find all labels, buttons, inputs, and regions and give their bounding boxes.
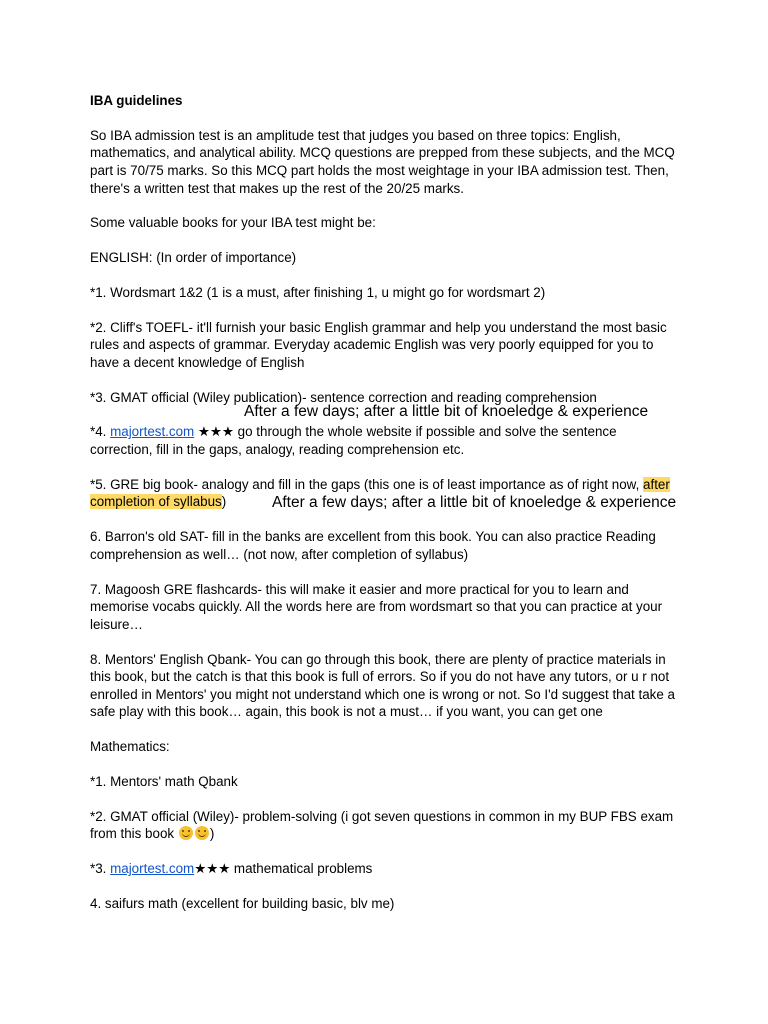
english-item-5-close: )	[221, 494, 227, 510]
english-item-5-text: *5. GRE big book- analogy and fill in the gaps (this one is of least importance as of right now,	[90, 476, 644, 492]
majortest-link[interactable]: majortest.com	[110, 861, 195, 877]
english-item-7: 7. Magoosh GRE flashcards- this will make it easier and more practical for you to learn and memorise vocabs quickly. All the words here are from wordsmart so that you can practice at your leisure…	[90, 581, 663, 632]
english-item-1: *1. Wordsmart 1&2 (1 is a must, after finishing 1, u might go for wordsmart 2)	[90, 284, 546, 300]
smiling-face-icon	[195, 826, 209, 840]
math-item-2	[90, 808, 680, 843]
english-item-2: *2. Cliff's TOEFL- it'll furnish your basic English grammar and help you understand the most basic rules and aspects of grammar. Everyday academic English was very poorly equipped for you to have a decent knowledge of English	[90, 319, 667, 370]
math-item-2-text: *2. GMAT official (Wiley)- problem-solving (i got seven questions in common in my BUP FBS exam from this book	[90, 808, 674, 842]
english-item-8: 8. Mentors' English Qbank- You can go through this book, there are plenty of practice materials in this book, but the catch is that this book is full of errors. So if you do not have any tutors, or u r not enrolled in Mentors' you might not understand which one is wrong or not. So I'd suggest that take a safe play with this book… again, this book is not a must… if you want, you can get one	[90, 651, 675, 720]
math-item-3-prefix: *3.	[90, 861, 111, 877]
document-title: IBA guidelines	[90, 93, 183, 108]
math-item-1: *1. Mentors' math Qbank	[90, 773, 238, 789]
books-intro: Some valuable books for your IBA test might be:	[90, 215, 376, 231]
math-item-3-text: ★★★ mathematical problems	[194, 861, 373, 877]
english-item-6: 6. Barron's old SAT- fill in the banks are excellent from this book. You can also practice Reading comprehension as well… (not now, after completion of syllabus)	[90, 529, 656, 562]
highlighted-text: after completion of syllabus	[90, 476, 670, 510]
majortest-link[interactable]: majortest.com	[110, 424, 195, 440]
smiling-face-icon	[179, 826, 193, 840]
math-item-2-close: )	[209, 826, 215, 842]
english-item-4-text: ★★★ go through the whole website if possible and solve the sentence correction, fill in the gaps, analogy, reading comprehension etc.	[90, 424, 617, 458]
english-item-4	[90, 423, 680, 458]
english-item-3: *3. GMAT official (Wiley publication)- sentence correction and reading comprehension	[90, 389, 597, 405]
english-item-4-prefix: *4.	[90, 424, 111, 440]
annotation-text: After a few days; after a little bit of knoeledge & experience	[244, 403, 649, 420]
math-item-4: 4. saifurs math (excellent for building basic, blv me)	[90, 895, 395, 911]
math-heading: Mathematics:	[90, 739, 170, 755]
intro-paragraph: So IBA admission test is an amplitude test that judges you based on three topics: English, mathematics, and analytical ability. MCQ questions are prepped from these subjects, and the MCQ part is 70/75 marks. So this MCQ part holds the most weightage in your IBA admission test. Then, there's a written test that makes up the rest of the 20/25 marks.	[90, 127, 675, 196]
english-heading: ENGLISH: (In order of importance)	[90, 250, 297, 266]
math-item-3	[90, 860, 680, 878]
annotation-text: After a few days; after a little bit of knoeledge & experience	[272, 494, 677, 511]
